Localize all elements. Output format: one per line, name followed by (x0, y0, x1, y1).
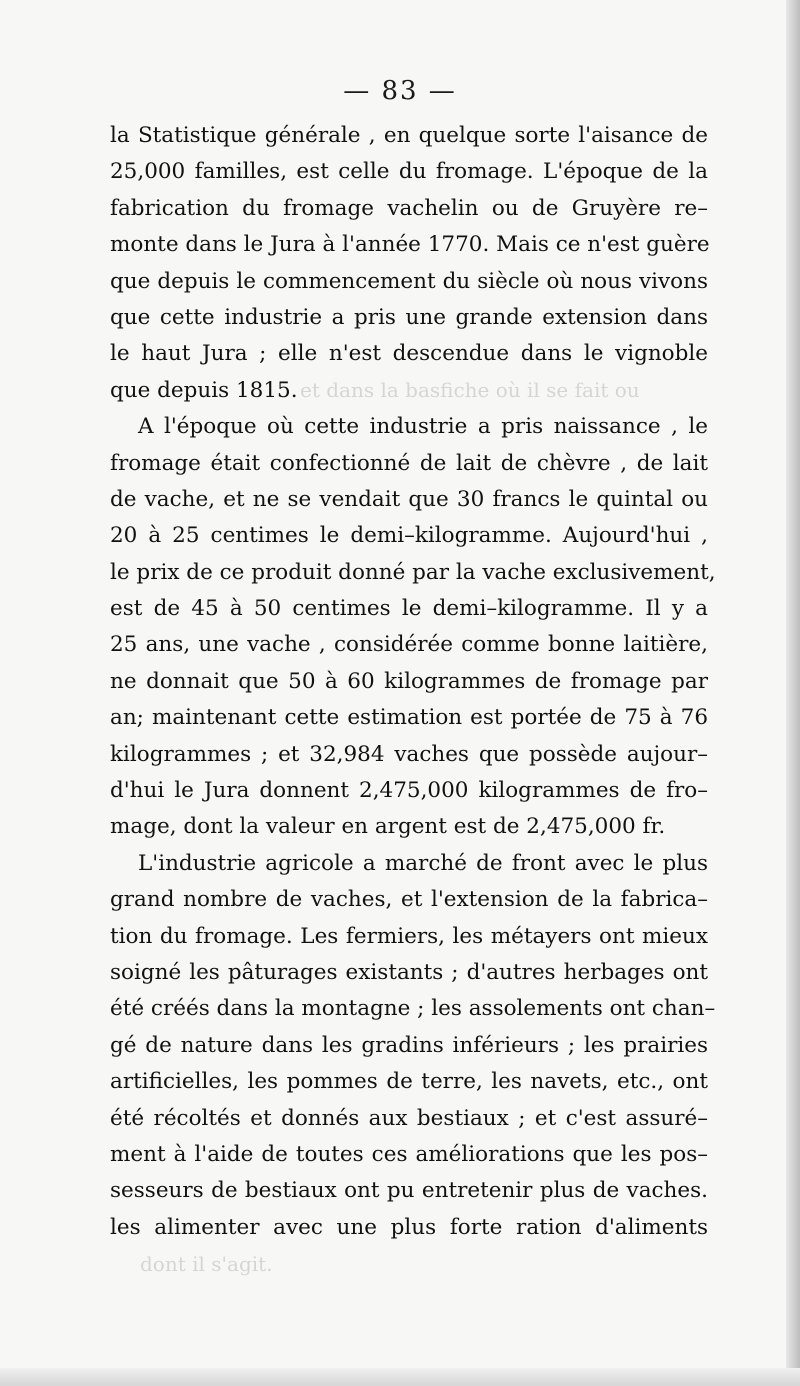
scan-edge-bottom (0, 1368, 800, 1386)
text-line: artificielles, les pommes de terre, les navets, etc., ont (110, 1069, 708, 1095)
text-line: 25 ans, une vache , considérée comme bonne laitière, (110, 632, 708, 658)
text-line: monte dans le Jura à l'année 1770. Mais ce n'est guère (110, 232, 710, 258)
text-line: ne donnait que 50 à 60 kilogrammes de fromage par (110, 668, 708, 694)
text-line: soigné les pâturages existants ; d'autres herbages ont (110, 959, 708, 985)
text-line: que depuis le commencement du siècle où nous vivons (110, 268, 708, 294)
text-line: gé de nature dans les gradins inférieurs ; les prairies (110, 1032, 708, 1058)
text-line: les alimenter avec une plus forte ration d'aliments (110, 1214, 708, 1240)
text-line: est de 45 à 50 centimes le demi–kilogramme. Il y a (110, 596, 708, 622)
bleed-through-text: et dans la basfiche où il se fait ou (300, 378, 640, 402)
body-text (110, 118, 716, 1246)
text-line: la Statistique générale , en quelque sorte l'aisance de (110, 123, 708, 148)
text-line: été créés dans la montagne ; les assolements ont chan– (110, 996, 716, 1022)
text-line: 25,000 familles, est celle du fromage. L'époque de la (110, 159, 708, 185)
text-line: sesseurs de bestiaux ont pu entretenir plus de vaches. (110, 1178, 708, 1204)
scan-edge-right (786, 0, 800, 1386)
text-line: kilogrammes ; et 32,984 vaches que possède aujour– (110, 741, 708, 767)
text-line: de vache, et ne se vendait que 30 francs le quintal ou (110, 486, 708, 512)
text-line: que cette industrie a pris une grande extension dans (110, 304, 708, 330)
text-line: L'industrie agricole a marché de front avec le plus (138, 850, 708, 876)
page-number: — 83 — (343, 76, 457, 106)
bleed-through-text: dont il s'agit. (140, 1252, 273, 1276)
text-line: 20 à 25 centimes le demi–kilogramme. Aujourd'hui , (110, 523, 708, 549)
text-line: tion du fromage. Les fermiers, les métayers ont mieux (110, 923, 708, 949)
text-line: le prix de ce produit donné par la vache exclusivement, (110, 559, 716, 585)
text-line: le haut Jura ; elle n'est descendue dans le vignoble (110, 341, 708, 367)
text-line: fabrication du fromage vachelin ou de Gruyère re– (110, 195, 708, 221)
text-line: d'hui le Jura donnent 2,475,000 kilogrammes de fro– (110, 778, 708, 804)
text-line: que depuis 1815. (110, 377, 298, 403)
text-line: mage, dont la valeur en argent est de 2,475,000 fr. (110, 814, 666, 840)
text-line: fromage était confectionné de lait de chèvre , de lait (110, 450, 708, 476)
text-line: été récoltés et donnés aux bestiaux ; et c'est assuré– (110, 1105, 708, 1131)
text-line: A l'époque où cette industrie a pris naissance , le (138, 414, 708, 440)
text-line: ment à l'aide de toutes ces améliorations que les pos– (110, 1141, 708, 1167)
text-line: grand nombre de vaches, et l'extension de la fabrica– (110, 887, 708, 913)
text-line: an; maintenant cette estimation est portée de 75 à 76 (110, 705, 708, 731)
